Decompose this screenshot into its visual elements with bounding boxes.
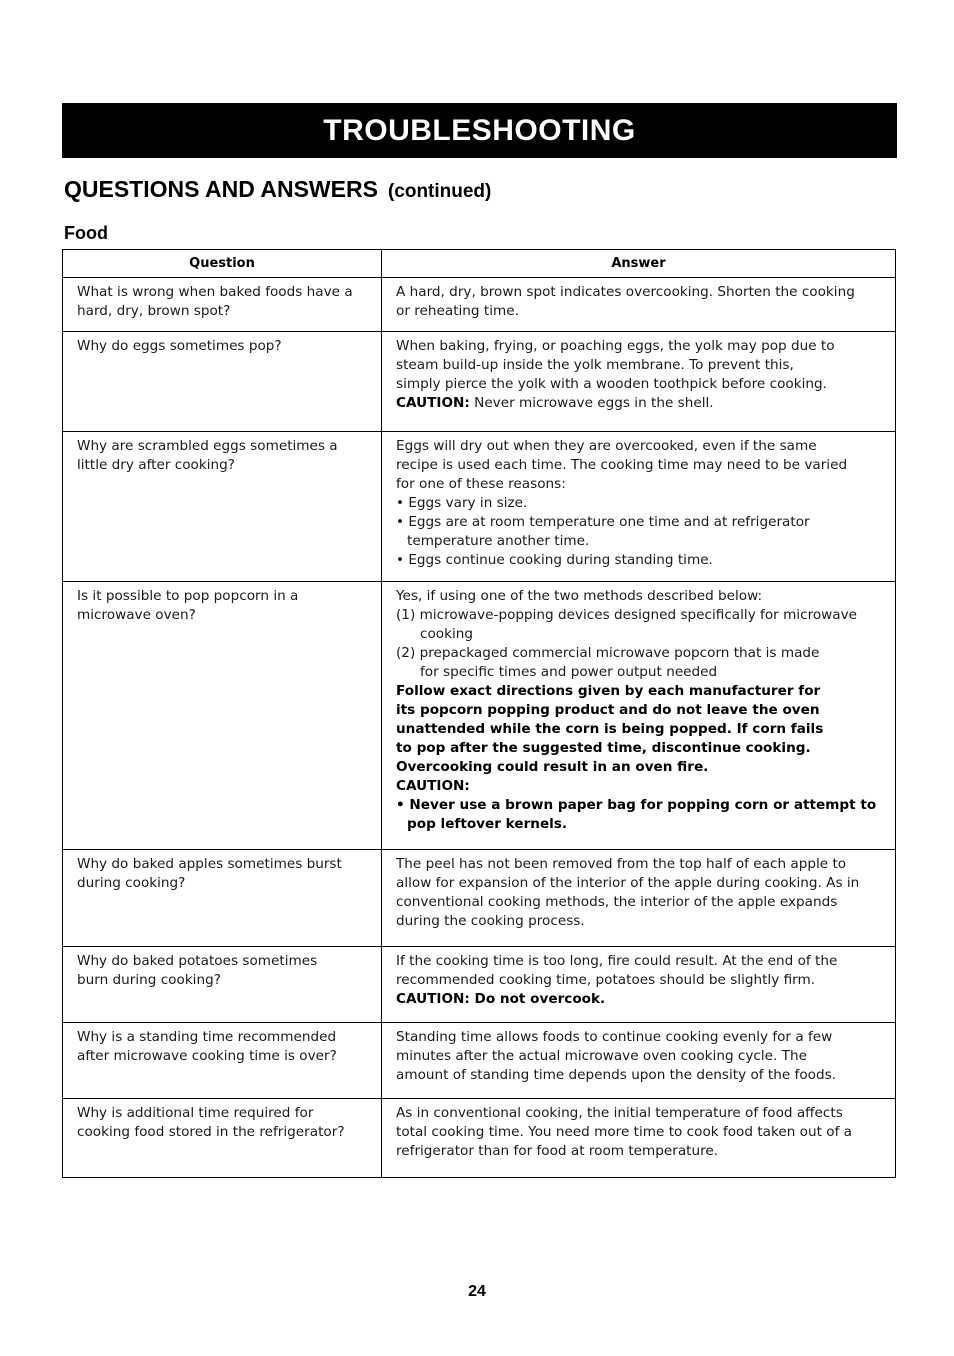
answer-line (396, 758, 883, 777)
answer-line (396, 1047, 883, 1066)
answer-text: total cooking time. You need more time to cook food taken out of a (396, 1124, 853, 1140)
question-line: Why is a standing time recommended (77, 1029, 337, 1045)
answer-text: conventional cooking methods, the interior of the apple expands (396, 894, 838, 910)
question-cell (63, 850, 382, 947)
question-line: burn during cooking? (77, 972, 221, 988)
answer-text: A hard, dry, brown spot indicates overcooking. Shorten the cooking (396, 284, 855, 300)
question-line: Why do baked apples sometimes burst (77, 856, 342, 872)
answer-bold-text: CAUTION: Do not overcook. (396, 991, 606, 1007)
answer-line (396, 551, 883, 570)
table-row (63, 1023, 896, 1099)
answer-text: • Eggs vary in size. (396, 495, 528, 511)
answer-bold-text: unattended while the corn is being popped. If corn fails (396, 721, 824, 737)
answer-text: for one of these reasons: (396, 476, 566, 492)
answer-line (396, 912, 883, 931)
answer-text: The peel has not been removed from the top half of each apple to (396, 856, 847, 872)
answer-text: • Eggs continue cooking during standing time. (396, 552, 713, 568)
answer-text: As in conventional cooking, the initial temperature of food affects (396, 1105, 843, 1121)
section-title (64, 176, 491, 203)
answer-text: If the cooking time is too long, fire could result. At the end of the (396, 953, 838, 969)
answer-text: allow for expansion of the interior of the apple during cooking. As in (396, 875, 860, 891)
answer-line (396, 663, 883, 682)
answer-text: recipe is used each time. The cooking time may need to be varied (396, 457, 848, 473)
answer-text: When baking, frying, or poaching eggs, the yolk may pop due to (396, 338, 835, 354)
section-continued: (continued) (387, 181, 492, 202)
answer-line (396, 855, 883, 874)
answer-line (396, 375, 883, 394)
answer-line (396, 971, 883, 990)
answer-text: steam build-up inside the yolk membrane. To prevent this, (396, 357, 794, 373)
answer-text: (1) microwave-popping devices designed specifically for microwave (396, 607, 858, 623)
answer-line (396, 587, 883, 606)
answer-text: or reheating time. (396, 303, 519, 319)
question-line: microwave oven? (77, 607, 196, 623)
answer-line (396, 990, 883, 1009)
answer-line (396, 302, 883, 321)
answer-bold-text: to pop after the suggested time, discontinue cooking. (396, 740, 811, 756)
answer-line (396, 893, 883, 912)
answer-cell (382, 582, 896, 850)
question-header: Question (63, 250, 382, 278)
answer-text: refrigerator than for food at room temperature. (396, 1143, 719, 1159)
page-banner: TROUBLESHOOTING (62, 103, 897, 158)
answer-bold-text: CAUTION: (396, 395, 470, 411)
answer-cell (382, 432, 896, 582)
answer-text: amount of standing time depends upon the density of the foods. (396, 1067, 836, 1083)
question-cell (63, 1099, 382, 1178)
question-line: Why is additional time required for (77, 1105, 314, 1121)
answer-bold-text: pop leftover kernels. (407, 816, 568, 832)
answer-cell (382, 850, 896, 947)
answer-text: • Eggs are at room temperature one time and at refrigerator (396, 514, 810, 530)
table-row (63, 278, 896, 332)
answer-line (396, 874, 883, 893)
question-line: after microwave cooking time is over? (77, 1048, 337, 1064)
qa-table (62, 249, 896, 1178)
answer-line (396, 475, 883, 494)
answer-line (396, 701, 883, 720)
answer-line (396, 532, 883, 551)
question-line: cooking food stored in the refrigerator? (77, 1124, 345, 1140)
answer-bold-text: its popcorn popping product and do not leave the oven (396, 702, 820, 718)
question-cell (63, 947, 382, 1023)
answer-cell (382, 278, 896, 332)
answer-line (396, 437, 883, 456)
answer-line (396, 739, 883, 758)
answer-line (396, 644, 883, 663)
question-line: during cooking? (77, 875, 186, 891)
answer-line (396, 1066, 883, 1085)
answer-text: temperature another time. (407, 533, 590, 549)
section-title-text: QUESTIONS AND ANSWERS (64, 176, 378, 202)
question-cell (63, 432, 382, 582)
table-row (63, 947, 896, 1023)
answer-line (396, 513, 883, 532)
page-number: 24 (468, 1283, 486, 1300)
question-line: Why do baked potatoes sometimes (77, 953, 318, 969)
answer-text: for specific times and power output needed (420, 664, 718, 680)
answer-line (396, 1123, 883, 1142)
answer-cell (382, 1023, 896, 1099)
answer-text: recommended cooking time, potatoes should be slightly firm. (396, 972, 816, 988)
answer-text: simply pierce the yolk with a wooden toothpick before cooking. (396, 376, 827, 392)
answer-line (396, 1028, 883, 1047)
question-line: Why do eggs sometimes pop? (77, 338, 282, 354)
question-line: little dry after cooking? (77, 457, 235, 473)
table-row (63, 850, 896, 947)
answer-bold-text: Overcooking could result in an oven fire. (396, 759, 709, 775)
answer-line (396, 952, 883, 971)
answer-bold-text: Follow exact directions given by each manufacturer for (396, 683, 821, 699)
question-line: Is it possible to pop popcorn in a (77, 588, 299, 604)
answer-line (396, 796, 883, 815)
table-row (63, 582, 896, 850)
answer-line (396, 606, 883, 625)
answer-cell (382, 1099, 896, 1178)
answer-bold-text: • Never use a brown paper bag for popping corn or attempt to (396, 797, 877, 813)
answer-line (396, 456, 883, 475)
answer-line (396, 337, 883, 356)
answer-text: Standing time allows foods to continue cooking evenly for a few (396, 1029, 833, 1045)
answer-line (396, 625, 883, 644)
subsection-title: Food (64, 223, 108, 243)
answer-text: minutes after the actual microwave oven cooking cycle. The (396, 1048, 807, 1064)
question-cell (63, 582, 382, 850)
question-line: What is wrong when baked foods have a (77, 284, 353, 300)
answer-line (396, 815, 883, 834)
answer-text: Yes, if using one of the two methods described below: (396, 588, 763, 604)
question-line: Why are scrambled eggs sometimes a (77, 438, 338, 454)
answer-line (396, 777, 883, 796)
question-cell (63, 1023, 382, 1099)
table-row (63, 432, 896, 582)
answer-header: Answer (382, 250, 896, 278)
table-header-row (63, 250, 896, 278)
question-cell (63, 278, 382, 332)
answer-line (396, 682, 883, 701)
answer-cell (382, 947, 896, 1023)
table-row (63, 332, 896, 432)
answer-text: during the cooking process. (396, 913, 585, 929)
answer-line (396, 356, 883, 375)
answer-line (396, 394, 883, 413)
answer-bold-text: CAUTION: (396, 778, 470, 794)
answer-line (396, 494, 883, 513)
answer-text: Never microwave eggs in the shell. (469, 395, 714, 411)
answer-text: (2) prepackaged commercial microwave popcorn that is made (396, 645, 820, 661)
answer-line (396, 720, 883, 739)
answer-line (396, 1104, 883, 1123)
answer-cell (382, 332, 896, 432)
question-line: hard, dry, brown spot? (77, 303, 231, 319)
answer-line (396, 1142, 883, 1161)
answer-text: cooking (420, 626, 474, 642)
table-row (63, 1099, 896, 1178)
question-cell (63, 332, 382, 432)
answer-text: Eggs will dry out when they are overcooked, even if the same (396, 438, 817, 454)
answer-line (396, 283, 883, 302)
